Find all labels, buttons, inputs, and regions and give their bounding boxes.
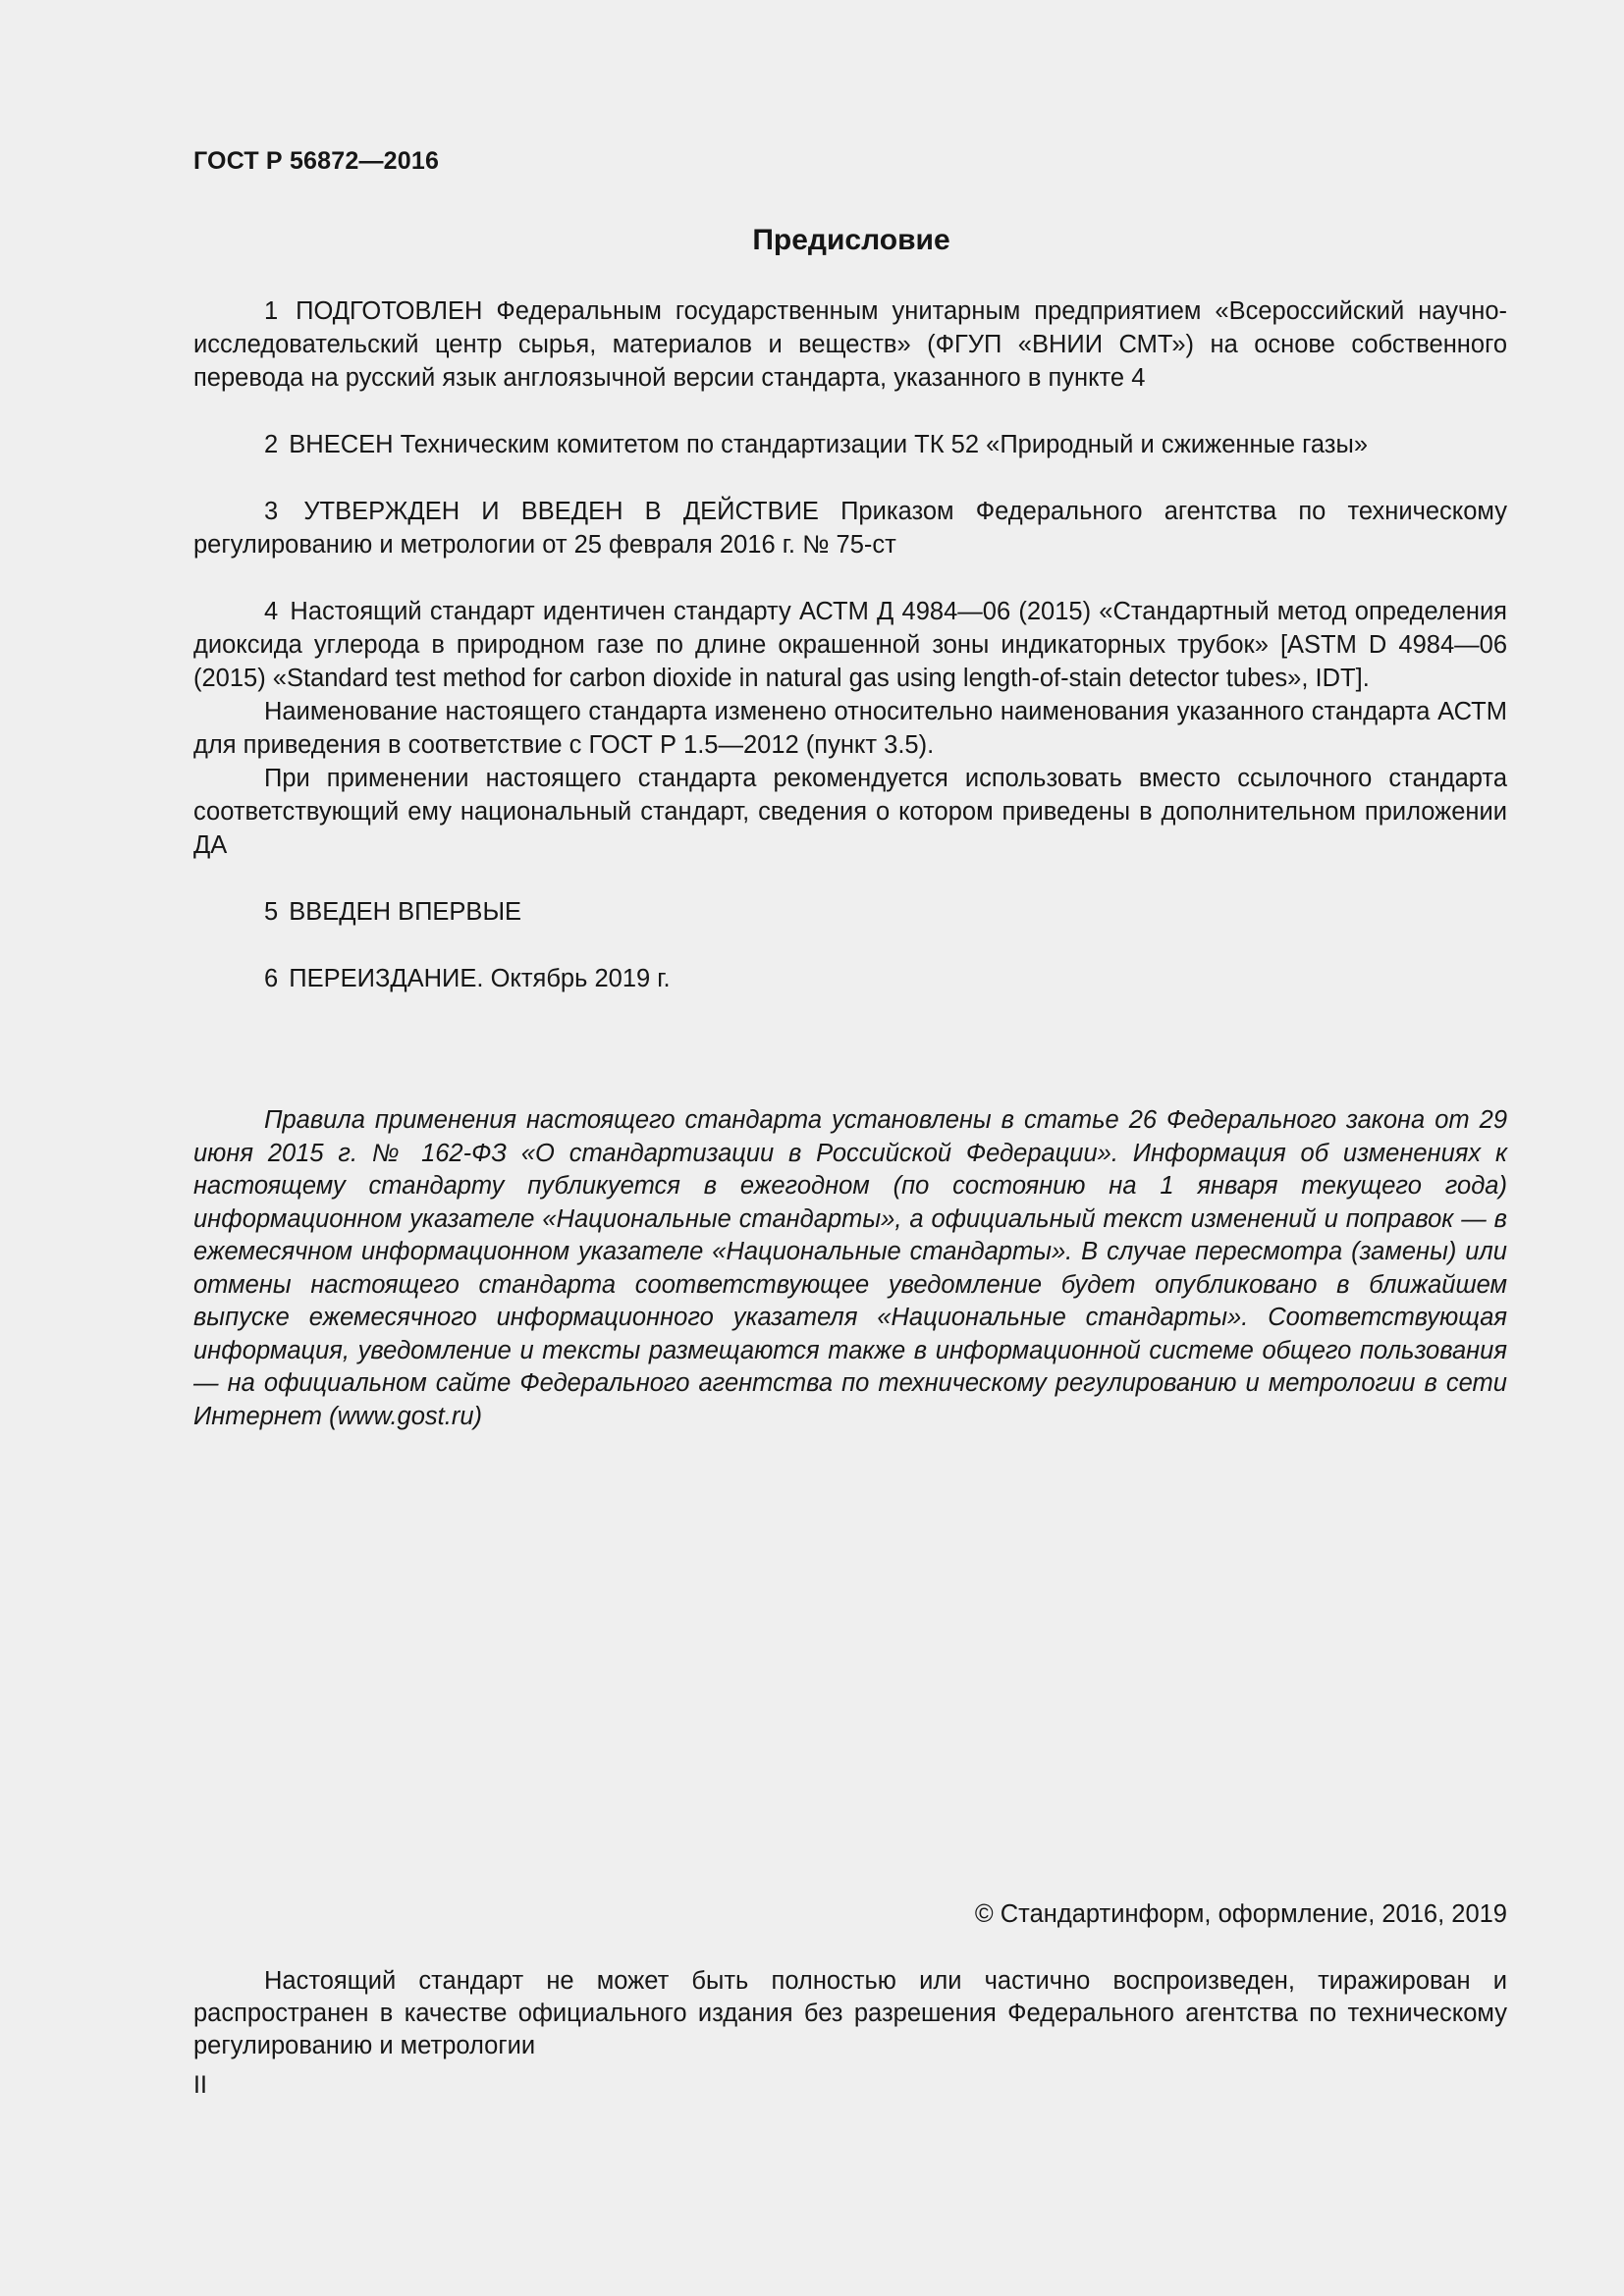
item-number: 3 — [264, 498, 279, 525]
item-number: 2 — [264, 431, 279, 458]
item-number: 6 — [264, 965, 279, 992]
preface-item-4 — [193, 595, 1507, 695]
item-text: Настоящий стандарт идентичен стандарту АСТМ Д 4984—06 (2015) «Стандартный метод определения диоксида углерода в природном газе по длине окрашенной зоны индикаторных трубок» [ASTM D 4984—06 (2015) «Standard test method for carbon dioxide in natural gas using length-of-stain detector tubes», IDT]. — [193, 598, 1507, 692]
item-number: 5 — [264, 898, 279, 926]
item-text: ПОДГОТОВЛЕН Федеральным государственным унитарным предприятием «Всероссийский научно-исследовательский центр сырья, материалов и веществ» (ФГУП «ВНИИ СМТ») на основе собственного перевода на русский язык англоязычной версии стандарта, указанного в пункте 4 — [193, 297, 1507, 392]
page-number: II — [193, 2071, 207, 2099]
item-text: УТВЕРЖДЕН И ВВЕДЕН В ДЕЙСТВИЕ Приказом Федерального агентства по техническому регулированию и метрологии от 25 февраля 2016 г. № 75-ст — [193, 498, 1507, 559]
preface-item-5 — [193, 895, 1507, 929]
item-text: ВВЕДЕН ВПЕРВЫЕ — [289, 898, 522, 926]
item-text: ПЕРЕИЗДАНИЕ. Октябрь 2019 г. — [289, 965, 671, 992]
copyright-line: © Стандартинформ, оформление, 2016, 2019 — [974, 1900, 1507, 1928]
legal-notice: Правила применения настоящего стандарта установлены в статье 26 Федерального закона от 29 июня 2015 г. № 162-ФЗ «О стандартизации в Российской Федерации». Информация об изменениях к настоящему стандарту публикуется в ежегодном (по состоянию на 1 января текущего года) информационном указателе «Национальные стандарты», а официальный текст изменений и поправок — в ежемесячном информационном указателе «Национальные стандарты». В случае пересмотра (замены) или отмены настоящего стандарта соответствующее уведомление будет опубликовано в ближайшем выпуске ежемесячного информационного указателя «Национальные стандарты». Соответствующая информация, уведомление и тексты размещаются также в информационной системе общего пользования — на официальном сайте Федерального агентства по техническому регулированию и метрологии в сети Интернет (www.gost.ru) — [193, 1106, 1507, 1430]
reproduction-notice: Настоящий стандарт не может быть полностью или частично воспроизведен, тиражирован и распространен в качестве официального издания без разрешения Федерального агентства по техническому регулированию и метрологии — [193, 1967, 1507, 2059]
item-number: 4 — [264, 598, 279, 625]
preface-item-1 — [193, 294, 1507, 395]
item-number: 1 — [264, 297, 279, 325]
preface-item-4-paragraph: При применении настоящего стандарта рекомендуется использовать вместо ссылочного стандарта соответствующий ему национальный стандарт, сведения о котором приведены в дополнительном приложении ДА — [193, 765, 1507, 859]
item-text: ВНЕСЕН Техническим комитетом по стандартизации ТК 52 «Природный и сжиженные газы» — [289, 431, 1368, 458]
preface-item-6 — [193, 962, 1507, 995]
document-code: ГОСТ Р 56872—2016 — [193, 147, 440, 175]
preface-body — [193, 294, 1507, 995]
preface-item-2 — [193, 428, 1507, 461]
preface-item-3 — [193, 495, 1507, 561]
preface-item-4-paragraph: Наименование настоящего стандарта изменено относительно наименования указанного стандарта АСТМ для приведения в соответствие с ГОСТ Р 1.5—2012 (пункт 3.5). — [193, 698, 1507, 759]
section-title: Предисловие — [752, 224, 950, 256]
